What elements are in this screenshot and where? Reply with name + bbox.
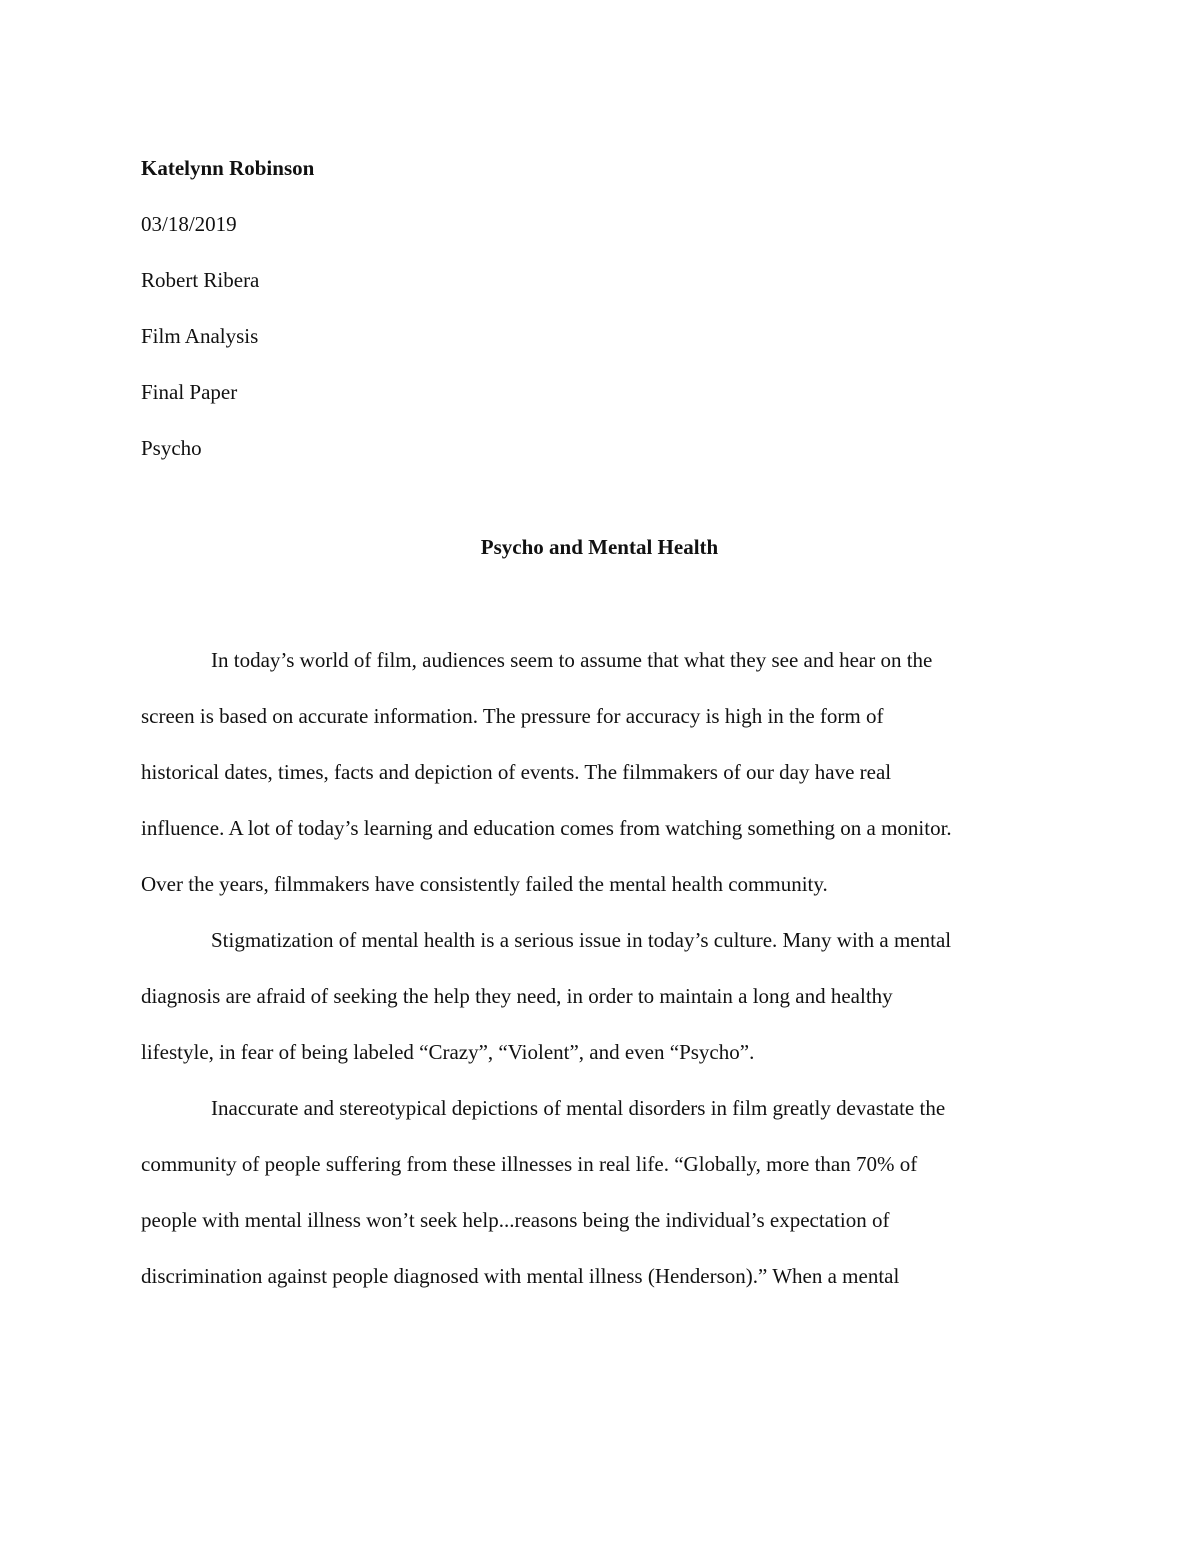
paper-body bbox=[141, 642, 1061, 1314]
heading-block bbox=[141, 140, 1041, 476]
body-line: Over the years, filmmakers have consistently failed the mental health community. bbox=[141, 872, 828, 896]
body-line: influence. A lot of today’s learning and education comes from watching something on a monitor. bbox=[141, 816, 952, 840]
body-line: screen is based on accurate information. The pressure for accuracy is high in the form of bbox=[141, 704, 884, 728]
body-line: lifestyle, in fear of being labeled “Crazy”, “Violent”, and even “Psycho”. bbox=[141, 1040, 755, 1064]
film-name: Psycho bbox=[141, 436, 202, 460]
body-line: In today’s world of film, audiences seem to assume that what they see and hear on the bbox=[211, 648, 933, 672]
body-line: diagnosis are afraid of seeking the help they need, in order to maintain a long and healthy bbox=[141, 984, 893, 1008]
body-line: discrimination against people diagnosed with mental illness (Henderson).” When a mental bbox=[141, 1264, 900, 1288]
body-line: Stigmatization of mental health is a serious issue in today’s culture. Many with a mental bbox=[211, 928, 952, 952]
body-line: historical dates, times, facts and depiction of events. The filmmakers of our day have real bbox=[141, 760, 892, 784]
assignment-name: Final Paper bbox=[141, 380, 238, 404]
body-line: Inaccurate and stereotypical depictions of mental disorders in film greatly devastate the bbox=[211, 1096, 946, 1120]
author-name: Katelynn Robinson bbox=[141, 156, 315, 180]
body-line: people with mental illness won’t seek help...reasons being the individual’s expectation of bbox=[141, 1208, 890, 1232]
body-line: community of people suffering from these illnesses in real life. “Globally, more than 70% of bbox=[141, 1152, 918, 1176]
instructor-name: Robert Ribera bbox=[141, 268, 260, 292]
course-name: Film Analysis bbox=[141, 324, 259, 348]
paper-date: 03/18/2019 bbox=[141, 212, 237, 236]
paper-title: Psycho and Mental Health bbox=[480, 535, 719, 559]
